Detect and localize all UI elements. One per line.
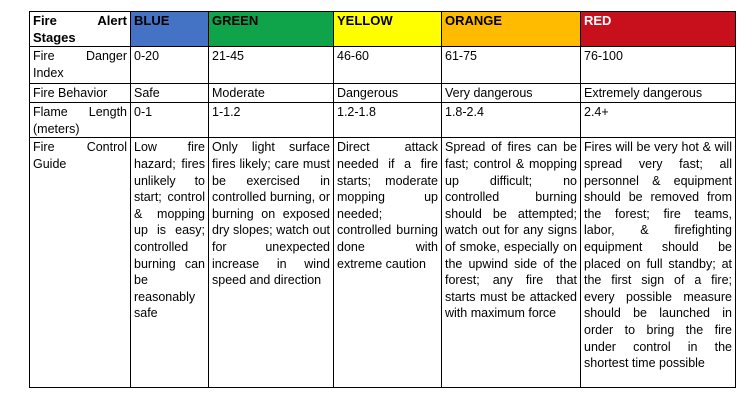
row-label-fire-danger-index: Fire Danger Index <box>30 47 131 84</box>
cell-guide-red: Fires will be very hot & will spread very fast; all personnel & equipment should be removed from the forest; fire teams, labor, & firefighting equipment should be placed on full standby; at the first sign of a fire; every possible measure should be launched in order to bring the fire under control in the shortest time possible <box>581 138 736 388</box>
cell-guide-orange: Spread of fires can be fast; control & mopping up difficult; no controlled burning should be attempted; watch out for any signs of smoke, especially on the upwind side of the forest; any fire that starts must be attacked with maximum force <box>442 138 581 388</box>
cell-guide-yellow: Direct attack needed if a fire starts; moderate mopping up needed; controlled burning done with extreme caution <box>334 138 442 388</box>
stage-green: GREEN <box>209 12 334 47</box>
cell-index-green: 21-45 <box>209 47 334 84</box>
cell-flame-green: 1-1.2 <box>209 103 334 138</box>
row-label-fire-behavior: Fire Behavior <box>30 84 131 103</box>
stage-blue: BLUE <box>131 12 209 47</box>
cell-flame-orange: 1.8-2.4 <box>442 103 581 138</box>
cell-index-red: 76-100 <box>581 47 736 84</box>
cell-guide-blue: Low fire hazard; fires unlikely to start; control & mopping up is easy; controlled burning can be reasonably safe <box>131 138 209 388</box>
cell-flame-red: 2.4+ <box>581 103 736 138</box>
header-label: Fire Alert Stages <box>30 12 131 47</box>
fire-alert-table <box>29 11 736 388</box>
stage-red: RED <box>581 12 736 47</box>
cell-guide-green: Only light surface fires likely; care must be exercised in controlled burning, or burning on exposed dry slopes; watch out for unexpected increase in wind speed and direction <box>209 138 334 388</box>
cell-flame-yellow: 1.2-1.8 <box>334 103 442 138</box>
cell-behavior-orange: Very dangerous <box>442 84 581 103</box>
cell-behavior-yellow: Dangerous <box>334 84 442 103</box>
table-row <box>30 138 736 388</box>
cell-behavior-red: Extremely dangerous <box>581 84 736 103</box>
table-row <box>30 47 736 84</box>
header-row <box>30 12 736 47</box>
cell-behavior-blue: Safe <box>131 84 209 103</box>
cell-behavior-green: Moderate <box>209 84 334 103</box>
stage-orange: ORANGE <box>442 12 581 47</box>
stage-yellow: YELLOW <box>334 12 442 47</box>
row-label-fire-control-guide: Fire Control Guide <box>30 138 131 388</box>
cell-flame-blue: 0-1 <box>131 103 209 138</box>
table-row <box>30 103 736 138</box>
cell-index-yellow: 46-60 <box>334 47 442 84</box>
cell-index-orange: 61-75 <box>442 47 581 84</box>
row-label-flame-length: Flame Length (meters) <box>30 103 131 138</box>
table-row <box>30 84 736 103</box>
cell-index-blue: 0-20 <box>131 47 209 84</box>
